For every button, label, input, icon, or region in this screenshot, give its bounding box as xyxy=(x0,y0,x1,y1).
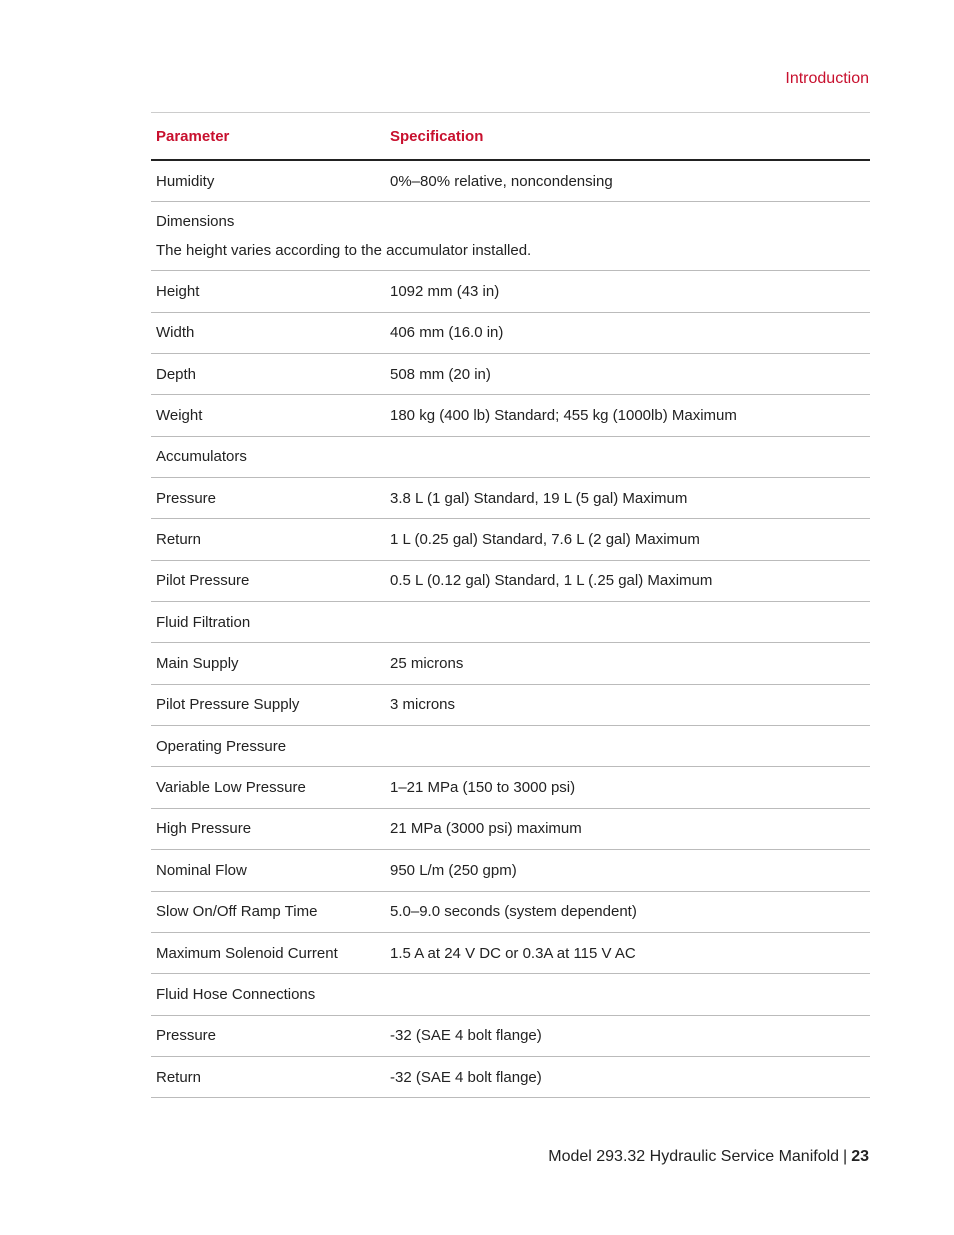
param-cell: High Pressure xyxy=(156,820,252,838)
table-row xyxy=(151,561,870,602)
param-cell: Fluid Filtration xyxy=(156,613,251,631)
column-header-parameter: Parameter xyxy=(156,127,230,145)
page-footer xyxy=(548,1148,869,1166)
param-cell: Fluid Hose Connections xyxy=(156,985,316,1003)
param-cell: Pressure xyxy=(156,489,217,507)
table-row xyxy=(151,767,870,808)
param-cell: Variable Low Pressure xyxy=(156,779,306,797)
param-cell: Operating Pressure xyxy=(156,737,287,755)
table-row xyxy=(151,850,870,891)
param-cell: Weight xyxy=(156,407,203,425)
param-cell: Pilot Pressure xyxy=(156,572,250,590)
table-row xyxy=(151,809,870,850)
param-cell: Depth xyxy=(156,365,197,383)
param-cell: Return xyxy=(156,531,202,549)
spec-cell: 1–21 MPa (150 to 3000 psi) xyxy=(390,779,576,797)
param-cell: Accumulators xyxy=(156,448,247,466)
table-row xyxy=(151,354,870,395)
spec-cell: 3.8 L (1 gal) Standard, 19 L (5 gal) Maximum xyxy=(390,489,688,507)
table-row xyxy=(151,202,870,271)
spec-cell: 1 L (0.25 gal) Standard, 7.6 L (2 gal) Maximum xyxy=(390,531,700,549)
table-row xyxy=(151,313,870,354)
param-cell: Slow On/Off Ramp Time xyxy=(156,903,318,921)
table-row xyxy=(151,726,870,767)
section-header: Introduction xyxy=(785,70,869,87)
param-cell: Nominal Flow xyxy=(156,861,247,879)
page-number: 23 xyxy=(851,1148,869,1165)
table-row xyxy=(151,685,870,726)
param-cell: Pressure xyxy=(156,1027,217,1045)
param-cell: Main Supply xyxy=(156,655,239,673)
table-row xyxy=(151,519,870,560)
table-row xyxy=(151,602,870,643)
param-cell: Dimensions xyxy=(156,213,235,231)
table-row xyxy=(151,161,870,202)
param-cell: Width xyxy=(156,324,195,342)
spec-cell: 1092 mm (43 in) xyxy=(390,283,500,301)
spec-cell: 0.5 L (0.12 gal) Standard, 1 L (.25 gal) Maximum xyxy=(390,572,713,590)
spec-cell: 21 MPa (3000 psi) maximum xyxy=(390,820,582,838)
spec-cell: 1.5 A at 24 V DC or 0.3A at 115 V AC xyxy=(390,944,636,962)
spec-cell: 3 microns xyxy=(390,696,456,714)
table-row xyxy=(151,1057,870,1098)
spec-cell: 508 mm (20 in) xyxy=(390,365,491,383)
spec-cell: -32 (SAE 4 bolt flange) xyxy=(390,1068,542,1086)
spec-cell: 5.0–9.0 seconds (system dependent) xyxy=(390,903,637,921)
footer-separator: | xyxy=(843,1148,848,1165)
param-cell: Maximum Solenoid Current xyxy=(156,944,338,962)
table-row xyxy=(151,395,870,436)
spec-cell: 25 microns xyxy=(390,655,464,673)
table-header-row xyxy=(151,113,870,161)
param-cell: Pilot Pressure Supply xyxy=(156,696,300,714)
spec-cell: 406 mm (16.0 in) xyxy=(390,324,504,342)
param-cell: Return xyxy=(156,1068,202,1086)
column-header-specification: Specification xyxy=(390,127,484,145)
spec-cell: 180 kg (400 lb) Standard; 455 kg (1000lb) Maximum xyxy=(390,407,737,425)
table-row xyxy=(151,1016,870,1057)
document-title: Model 293.32 Hydraulic Service Manifold xyxy=(548,1148,840,1165)
spec-cell: 950 L/m (250 gpm) xyxy=(390,861,517,879)
table-row xyxy=(151,933,870,974)
table-row xyxy=(151,437,870,478)
spec-cell: -32 (SAE 4 bolt flange) xyxy=(390,1027,542,1045)
specification-table xyxy=(151,112,870,1098)
note-cell: The height varies according to the accumulator installed. xyxy=(156,242,532,260)
table-row xyxy=(151,974,870,1015)
table-row xyxy=(151,892,870,933)
param-cell: Humidity xyxy=(156,172,215,190)
param-cell: Height xyxy=(156,283,200,301)
spec-cell: 0%–80% relative, noncondensing xyxy=(390,172,613,190)
table-row xyxy=(151,643,870,684)
table-row xyxy=(151,271,870,312)
table-row xyxy=(151,478,870,519)
